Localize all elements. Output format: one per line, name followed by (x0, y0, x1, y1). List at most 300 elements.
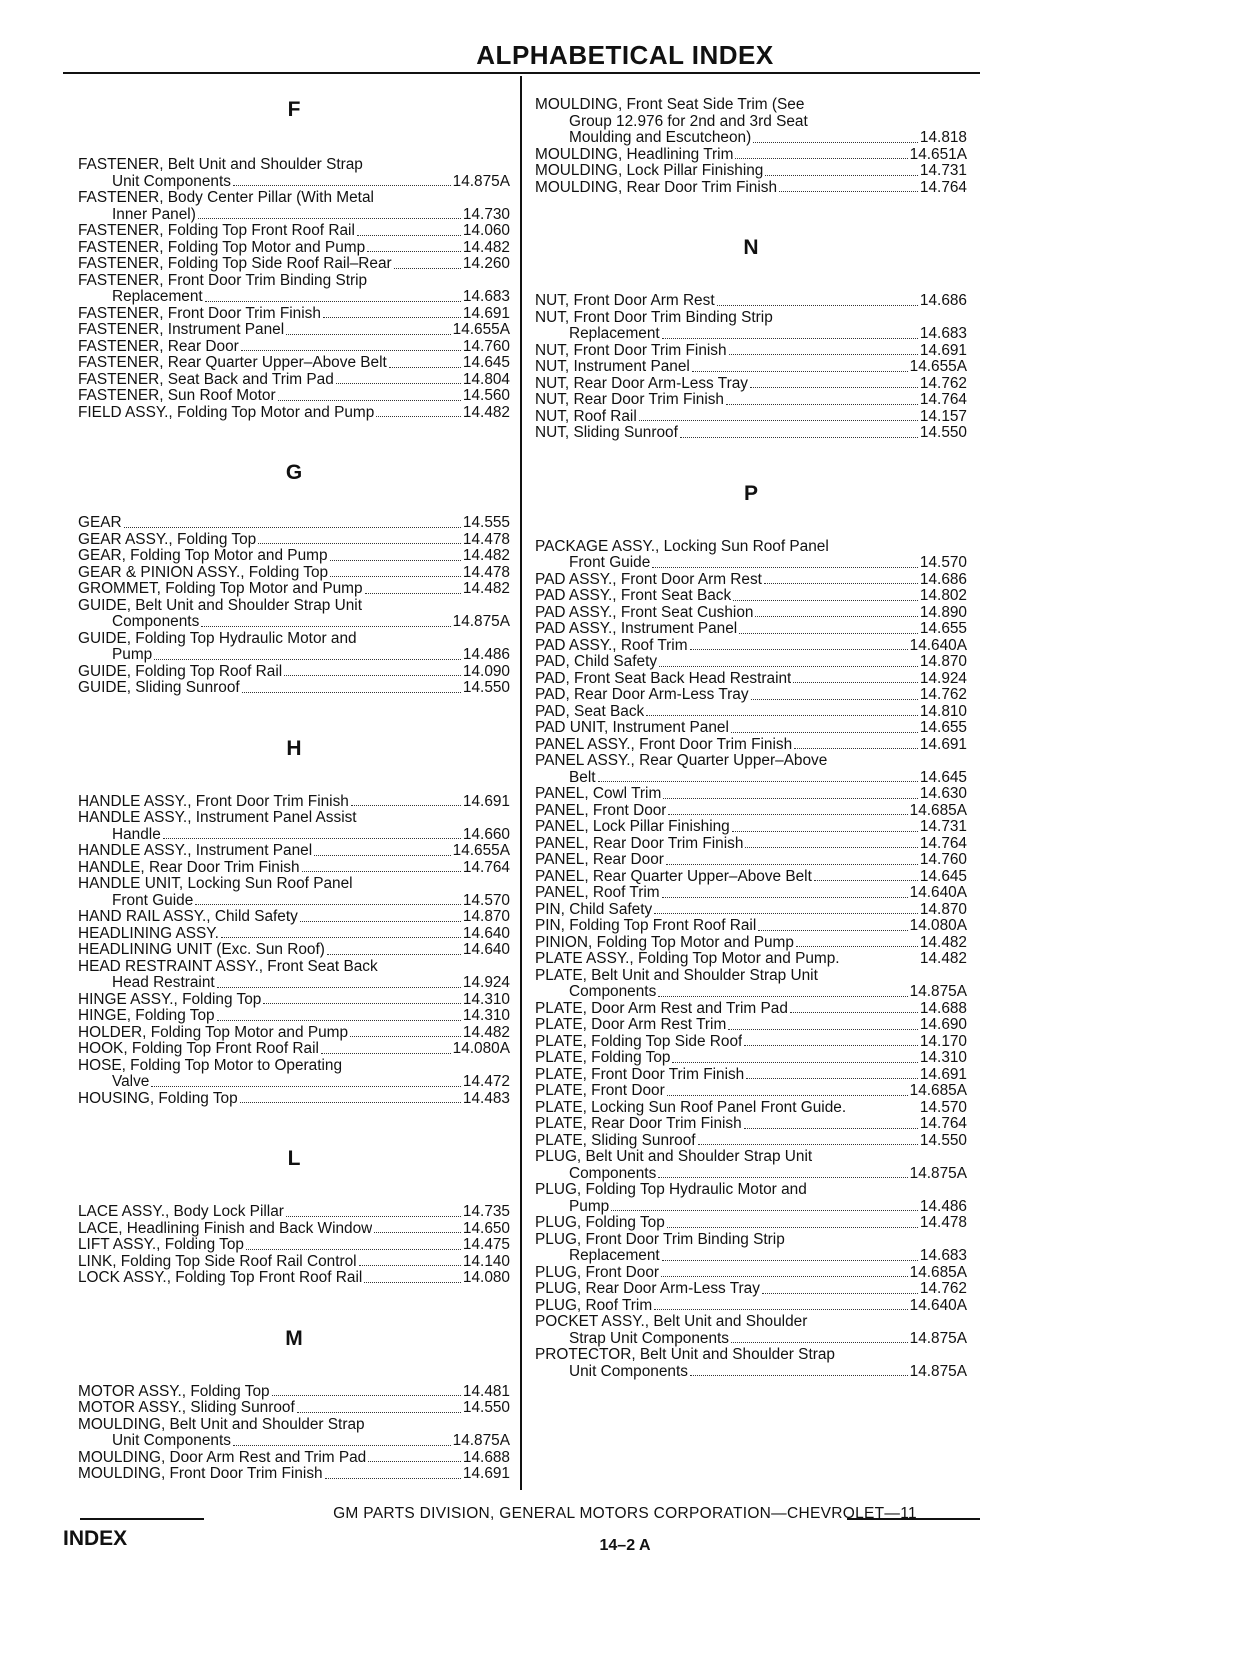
dot-leader (658, 1177, 907, 1178)
dot-leader (698, 1144, 918, 1145)
dot-leader (726, 404, 918, 405)
index-entry-text: FASTENER, Folding Top Motor and Pump (78, 239, 366, 256)
index-entry-text: MOTOR ASSY., Sliding Sunroof (78, 1400, 295, 1416)
index-entry (78, 1400, 510, 1417)
index-entry (535, 885, 967, 902)
index-entry-text: PIN, Folding Top Front Roof Rail (535, 918, 757, 934)
index-entry-text: PLUG, Front Door (535, 1264, 660, 1281)
index-entry-heading: PLATE, Belt Unit and Shoulder Strap Unit (535, 966, 818, 984)
index-entry-text: HOUSING, Folding Top (78, 1090, 238, 1107)
index-entry-text: HINGE, Folding Top (78, 1008, 215, 1024)
index-entry (78, 1221, 510, 1238)
index-entry (535, 786, 967, 803)
index-entry (78, 1466, 510, 1483)
index-entry (535, 638, 967, 655)
index-entry-text: PAD ASSY., Front Door Arm Rest (535, 571, 762, 588)
index-page-ref: 14.080A (909, 917, 967, 934)
index-entry (535, 376, 967, 393)
dot-leader (389, 367, 461, 368)
dot-leader (765, 175, 918, 176)
index-page-ref: 14.875A (452, 613, 510, 630)
dot-leader (327, 954, 461, 955)
index-entry-text: PLATE, Door Arm Rest and Trim Pad (535, 1000, 788, 1017)
dot-leader (314, 855, 451, 856)
spacer (78, 1171, 510, 1204)
index-entry (78, 1384, 510, 1401)
dot-leader (751, 699, 918, 700)
dot-leader (151, 1086, 461, 1087)
index-page-ref: 14.691 (462, 304, 510, 322)
index-page-ref: 14.762 (919, 374, 967, 392)
index-entry-text: Head Restraint (112, 975, 215, 991)
dot-leader (241, 350, 461, 351)
index-page-ref: 14.630 (919, 785, 967, 802)
index-entry (535, 1034, 967, 1051)
index-page-ref: 14.310 (462, 990, 510, 1008)
index-entry-text: NUT, Front Door Arm Rest (535, 293, 715, 309)
index-entry-text: FASTENER, Rear Quarter Upper–Above Belt (78, 355, 387, 371)
dot-leader (662, 1260, 918, 1261)
index-entry (78, 405, 510, 422)
index-entry (535, 1116, 967, 1133)
index-entry-text: Strap Unit Components (569, 1330, 729, 1347)
dot-leader (672, 1062, 917, 1063)
index-entry (78, 1091, 510, 1108)
index-entry-text: LINK, Folding Top Side Roof Rail Control (78, 1253, 357, 1270)
section-letter: L (287, 1147, 301, 1170)
index-entry (535, 1083, 967, 1100)
index-entry-text: FASTENER, Folding Top Front Roof Rail (78, 223, 355, 239)
index-entry (78, 223, 510, 240)
index-entry (78, 926, 510, 943)
index-page-ref: 14.080 (462, 1269, 510, 1286)
index-page-ref: 14.870 (462, 908, 510, 925)
index-page-ref: 14.310 (919, 1049, 967, 1066)
dot-leader (154, 659, 461, 660)
index-entry (78, 1433, 510, 1450)
index-page-ref: 14.570 (462, 891, 510, 909)
index-entry-text: HANDLE, Rear Door Trim Finish (78, 859, 300, 876)
index-page-ref: 14.655 (919, 719, 967, 736)
index-entry (78, 1254, 510, 1271)
dot-leader (163, 838, 461, 839)
dot-leader (368, 1461, 461, 1462)
index-entry-text: HOLDER, Folding Top Motor and Pump (78, 1024, 349, 1041)
dot-leader (662, 338, 918, 339)
dot-leader (690, 1375, 908, 1376)
index-entry (535, 1100, 967, 1117)
index-entry-text: PLUG, Roof Trim (535, 1297, 653, 1314)
dot-leader (758, 930, 907, 931)
dot-leader (258, 543, 461, 544)
dot-leader (336, 383, 461, 384)
index-page-ref: 14.645 (462, 354, 510, 371)
index-page-ref: 14.691 (919, 341, 967, 359)
index-page-ref: 14.645 (919, 867, 967, 885)
index-entry (78, 388, 510, 405)
index-entry (535, 770, 967, 787)
index-entry (535, 819, 967, 836)
index-page-ref: 14.483 (462, 1089, 510, 1107)
index-page-ref: 14.478 (462, 563, 510, 581)
index-page-ref: 14.804 (462, 370, 510, 388)
index-entry (535, 704, 967, 721)
index-entry-text: Valve (112, 1074, 150, 1090)
index-page-ref: 14.875A (452, 1432, 510, 1449)
index-entry-text: GUIDE, Sliding Sunroof (78, 680, 240, 696)
index-entry-heading: PLUG, Folding Top Hydraulic Motor and (535, 1181, 807, 1198)
index-page-ref: 14.157 (919, 407, 967, 425)
index-entry-text: HEADLINING ASSY. (78, 925, 219, 942)
dot-leader (790, 1012, 918, 1013)
index-entry-text: PANEL, Front Door (535, 802, 667, 819)
index-page-ref: 14.760 (919, 851, 967, 868)
index-entry-text: PAD ASSY., Instrument Panel (535, 621, 738, 637)
index-entry (535, 1248, 967, 1265)
index-entry (78, 794, 510, 811)
index-page-ref: 14.762 (919, 1280, 967, 1297)
dot-leader (814, 880, 918, 881)
index-entry (535, 1199, 967, 1216)
index-page-ref: 14.170 (919, 1032, 967, 1050)
page-number: 14–2 A (599, 1537, 651, 1554)
index-entry-heading: PANEL ASSY., Rear Quarter Upper–Above (535, 752, 828, 769)
dot-leader (652, 567, 918, 568)
index-page-ref: 14.260 (462, 255, 510, 272)
index-entry (535, 654, 967, 671)
index-entry-text: Handle (112, 826, 161, 843)
index-page-ref: 14.870 (919, 900, 967, 918)
index-entry (535, 359, 967, 376)
dot-leader (668, 814, 907, 815)
footer-corporation: GM PARTS DIVISION, GENERAL MOTORS CORPORATION—CHEVROLET—11 (333, 1505, 917, 1522)
index-entry-text: FASTENER, Rear Door (78, 338, 239, 355)
index-entry-heading: NUT, Front Door Trim Binding Strip (535, 308, 773, 326)
spacer (78, 1351, 510, 1384)
index-entry-text: PLATE, Rear Door Trim Finish (535, 1116, 742, 1132)
index-entry-text: PINION, Folding Top Motor and Pump (535, 934, 794, 951)
index-entry (78, 942, 510, 959)
dot-leader (284, 675, 461, 676)
dot-leader (330, 560, 461, 561)
section-letter: F (287, 98, 301, 121)
index-entry-text: PANEL, Cowl Trim (535, 786, 662, 802)
index-page-ref: 14.685A (909, 801, 967, 819)
index-entry-text: MOULDING, Front Door Trim Finish (78, 1466, 323, 1482)
index-entry-text: PLUG, Rear Door Arm-Less Tray (535, 1281, 760, 1297)
index-page-ref: 14.550 (462, 1399, 510, 1416)
index-page-ref: 14.818 (919, 129, 967, 146)
dot-leader (365, 593, 461, 594)
index-page-ref: 14.660 (462, 825, 510, 843)
dot-leader (205, 301, 461, 302)
index-entry (78, 1204, 510, 1221)
dot-leader (321, 1053, 451, 1054)
index-entry (535, 1215, 967, 1232)
index-entry-text: PAD, Front Seat Back Head Restraint (535, 670, 792, 687)
index-entry-text: NUT, Sliding Sunroof (535, 425, 678, 441)
index-entry-text: GROMMET, Folding Top Motor and Pump (78, 581, 363, 597)
index-entry-text: HEADLINING UNIT (Exc. Sun Roof) (78, 942, 325, 958)
index-entry (535, 1265, 967, 1282)
dot-leader (779, 191, 918, 192)
index-entry (535, 1331, 967, 1348)
index-page-ref: 14.683 (462, 288, 510, 305)
index-entry (535, 1166, 967, 1183)
index-entry-text: PANEL, Lock Pillar Finishing (535, 819, 730, 835)
dot-leader (733, 600, 918, 601)
index-page-ref: 14.655 (919, 620, 967, 637)
dot-leader (764, 583, 918, 584)
index-entry (535, 951, 967, 968)
index-entry (78, 664, 510, 681)
index-page-ref: 14.482 (462, 238, 510, 256)
index-entry (535, 343, 967, 360)
index-page-ref: 14.730 (462, 205, 510, 223)
index-page-ref: 14.875A (909, 983, 967, 1000)
dot-leader (195, 904, 461, 905)
index-entry (78, 532, 510, 549)
dot-leader (217, 987, 461, 988)
spacer (78, 761, 510, 794)
dot-leader (739, 633, 918, 634)
index-page-ref: 14.686 (919, 570, 967, 588)
index-entry-heading: GUIDE, Folding Top Hydraulic Motor and (78, 629, 357, 647)
index-page-ref: 14.691 (919, 1065, 967, 1083)
index-entry-text: MOULDING, Door Arm Rest and Trim Pad (78, 1449, 367, 1466)
index-entry-heading: POCKET ASSY., Belt Unit and Shoulder (535, 1313, 808, 1330)
index-entry (535, 737, 967, 754)
index-entry (535, 130, 967, 147)
index-page-ref: 14.482 (462, 547, 510, 564)
index-entry (535, 836, 967, 853)
index-entry (535, 852, 967, 869)
index-page-ref: 14.688 (919, 999, 967, 1017)
index-entry (78, 827, 510, 844)
index-page-ref: 14.764 (919, 391, 967, 408)
dot-leader (639, 420, 918, 421)
dot-leader (731, 732, 918, 733)
index-page-ref: 14.655A (452, 842, 510, 859)
index-page-ref: 14.560 (462, 387, 510, 404)
dot-leader (762, 1293, 918, 1294)
index-entry (78, 548, 510, 565)
index-entry (78, 256, 510, 273)
index-entry-heading: FASTENER, Belt Unit and Shoulder Strap (78, 156, 363, 173)
dot-leader (278, 400, 461, 401)
index-entry (535, 392, 967, 409)
index-entry (78, 992, 510, 1009)
dot-leader (272, 1395, 461, 1396)
index-page-ref: 14.685A (909, 1082, 967, 1099)
index-entry-text: PLATE, Front Door (535, 1083, 665, 1099)
index-entry-heading: MOULDING, Front Seat Side Trim (See (535, 96, 805, 113)
dot-leader (240, 1102, 461, 1103)
index-entry (78, 355, 510, 372)
dot-leader (690, 649, 908, 650)
index-page-ref: 14.731 (919, 162, 967, 179)
index-entry-text: HANDLE ASSY., Front Door Trim Finish (78, 793, 349, 810)
index-entry-text: PANEL, Rear Door Trim Finish (535, 835, 744, 852)
index-entry-text: PIN, Child Safety (535, 901, 653, 918)
dot-leader (746, 1078, 918, 1079)
index-page-ref: 14.875A (909, 1329, 967, 1347)
index-page-ref: 14.555 (462, 514, 510, 531)
index-page-ref: 14.683 (919, 325, 967, 342)
index-entry (535, 671, 967, 688)
index-page-ref: 14.764 (919, 178, 967, 196)
index-page-ref: 14.764 (919, 1115, 967, 1132)
index-entry-text: NUT, Instrument Panel (535, 359, 690, 375)
dot-leader (646, 715, 918, 716)
index-entry (78, 339, 510, 356)
index-entry-text: PAD ASSY., Front Seat Cushion (535, 604, 754, 621)
index-entry (78, 1270, 510, 1287)
index-entry (78, 581, 510, 598)
dot-leader (233, 1445, 451, 1446)
index-entry-text: FASTENER, Instrument Panel (78, 322, 285, 338)
index-entry-text: PLATE, Door Arm Rest Trim (535, 1017, 727, 1033)
index-entry-text: FIELD ASSY., Folding Top Motor and Pump (78, 404, 375, 421)
index-page-ref: 14.690 (919, 1016, 967, 1033)
index-entry (535, 588, 967, 605)
index-page-ref: 14.310 (462, 1007, 510, 1024)
index-entry-text: Unit Components (112, 173, 231, 190)
dot-leader (611, 1210, 918, 1211)
dot-leader (364, 1282, 461, 1283)
dot-leader (367, 251, 461, 252)
index-entry-text: PANEL ASSY., Front Door Trim Finish (535, 736, 793, 753)
index-entry-text: PAD UNIT, Instrument Panel (535, 720, 729, 736)
index-entry-text: GEAR (78, 515, 122, 531)
dot-leader (263, 1003, 461, 1004)
index-entry-text: Moulding and Escutcheon) (569, 130, 752, 146)
index-page-ref: 14.691 (919, 735, 967, 753)
index-entry-text: NUT, Rear Door Trim Finish (535, 392, 724, 408)
index-entry-heading: PLUG, Front Door Trim Binding Strip (535, 1230, 785, 1248)
index-page-ref: 14.924 (462, 974, 510, 991)
dot-leader (750, 387, 918, 388)
index-entry (535, 555, 967, 572)
dot-leader (394, 268, 461, 269)
index-page-ref: 14.645 (919, 768, 967, 786)
index-page-ref: 14.764 (462, 858, 510, 876)
index-page-ref: 14.875A (909, 1164, 967, 1182)
index-entry-text: PLATE, Sliding Sunroof (535, 1132, 696, 1149)
index-page-ref: 14.482 (919, 933, 967, 951)
index-page-ref: 14.482 (462, 403, 510, 421)
index-entry-text: FASTENER, Sun Roof Motor (78, 388, 276, 404)
index-page-ref: 14.762 (919, 686, 967, 703)
index-entry-heading: PLUG, Belt Unit and Shoulder Strap Unit (535, 1148, 813, 1165)
index-entry (78, 1237, 510, 1254)
index-entry-text: LACE ASSY., Body Lock Pillar (78, 1204, 284, 1220)
index-page-ref: 14.550 (919, 424, 967, 441)
dot-leader (692, 371, 908, 372)
index-entry-text: Replacement (112, 289, 203, 305)
index-page-ref: 14.683 (919, 1247, 967, 1264)
index-entry (78, 893, 510, 910)
index-entry (535, 720, 967, 737)
dot-leader (325, 1478, 461, 1479)
index-entry-text: LACE, Headlining Finish and Back Window (78, 1220, 373, 1237)
index-entry-text: GUIDE, Folding Top Roof Rail (78, 663, 283, 680)
index-entry-text: PAD, Rear Door Arm-Less Tray (535, 687, 749, 703)
index-entry-text: PLUG, Folding Top (535, 1215, 665, 1231)
dot-leader (297, 1412, 461, 1413)
index-entry (535, 621, 967, 638)
index-entry (78, 306, 510, 323)
index-entry (78, 174, 510, 191)
index-entry-text: Replacement (569, 326, 660, 342)
header-rule (63, 72, 980, 74)
section-letter: M (285, 1326, 303, 1350)
index-page-ref: 14.482 (462, 580, 510, 597)
dot-leader (357, 235, 461, 236)
index-page-ref: 14.640A (909, 1296, 967, 1314)
index-entry (535, 984, 967, 1001)
index-entry (78, 1025, 510, 1042)
index-entry (535, 1364, 967, 1381)
index-entry (78, 207, 510, 224)
index-entry (535, 902, 967, 919)
index-page-ref: 14.890 (919, 603, 967, 621)
dot-leader (755, 616, 917, 617)
dot-leader (753, 142, 918, 143)
index-entry-text: NUT, Roof Rail (535, 408, 637, 425)
index-page-ref: 14.550 (919, 1131, 967, 1149)
index-entry-text: Pump (569, 1198, 610, 1215)
index-entry-text: Unit Components (569, 1363, 688, 1380)
page-title: ALPHABETICAL INDEX (476, 40, 774, 70)
index-entry (535, 803, 967, 820)
index-entry (78, 515, 510, 532)
index-entry-text: HOOK, Folding Top Front Roof Rail (78, 1041, 319, 1057)
index-entry-text: PLATE, Front Door Trim Finish (535, 1066, 745, 1083)
index-page-ref: 14.486 (919, 1197, 967, 1215)
index-page-ref: 14.640 (462, 924, 510, 942)
index-entry-text: HINGE ASSY., Folding Top (78, 991, 262, 1008)
index-entry-text: Pump (112, 647, 153, 663)
index-page-ref: 14.080A (452, 1040, 510, 1057)
index-entry-text: Front Guide (112, 892, 194, 909)
index-entry (535, 293, 967, 310)
section-letter: P (743, 481, 758, 505)
dot-leader (351, 805, 461, 806)
index-entry-text: PLATE, Locking Sun Roof Panel Front Guide. (535, 1099, 847, 1116)
spacer (535, 506, 967, 539)
index-entry (78, 372, 510, 389)
index-page-ref: 14.640A (909, 636, 967, 654)
index-entry-text: GEAR ASSY., Folding Top (78, 531, 257, 548)
dot-leader (376, 416, 461, 417)
index-entry-text: Components (569, 1165, 657, 1182)
index-entry-heading: FASTENER, Front Door Trim Binding Strip (78, 271, 368, 289)
dot-leader (744, 1045, 918, 1046)
index-entry (535, 687, 967, 704)
index-page-ref: 14.140 (462, 1252, 510, 1270)
index-page-ref: 14.090 (462, 662, 510, 680)
index-page-ref: 14.482 (919, 950, 967, 967)
index-entry-text: GEAR, Folding Top Motor and Pump (78, 548, 328, 564)
index-entry (535, 326, 967, 343)
index-entry-text: Replacement (569, 1248, 660, 1264)
section-letter: G (285, 461, 303, 484)
index-entry-text: Inner Panel) (112, 206, 196, 223)
index-entry-text: NUT, Front Door Trim Finish (535, 342, 727, 359)
index-entry (535, 1050, 967, 1067)
index-entry (535, 918, 967, 935)
